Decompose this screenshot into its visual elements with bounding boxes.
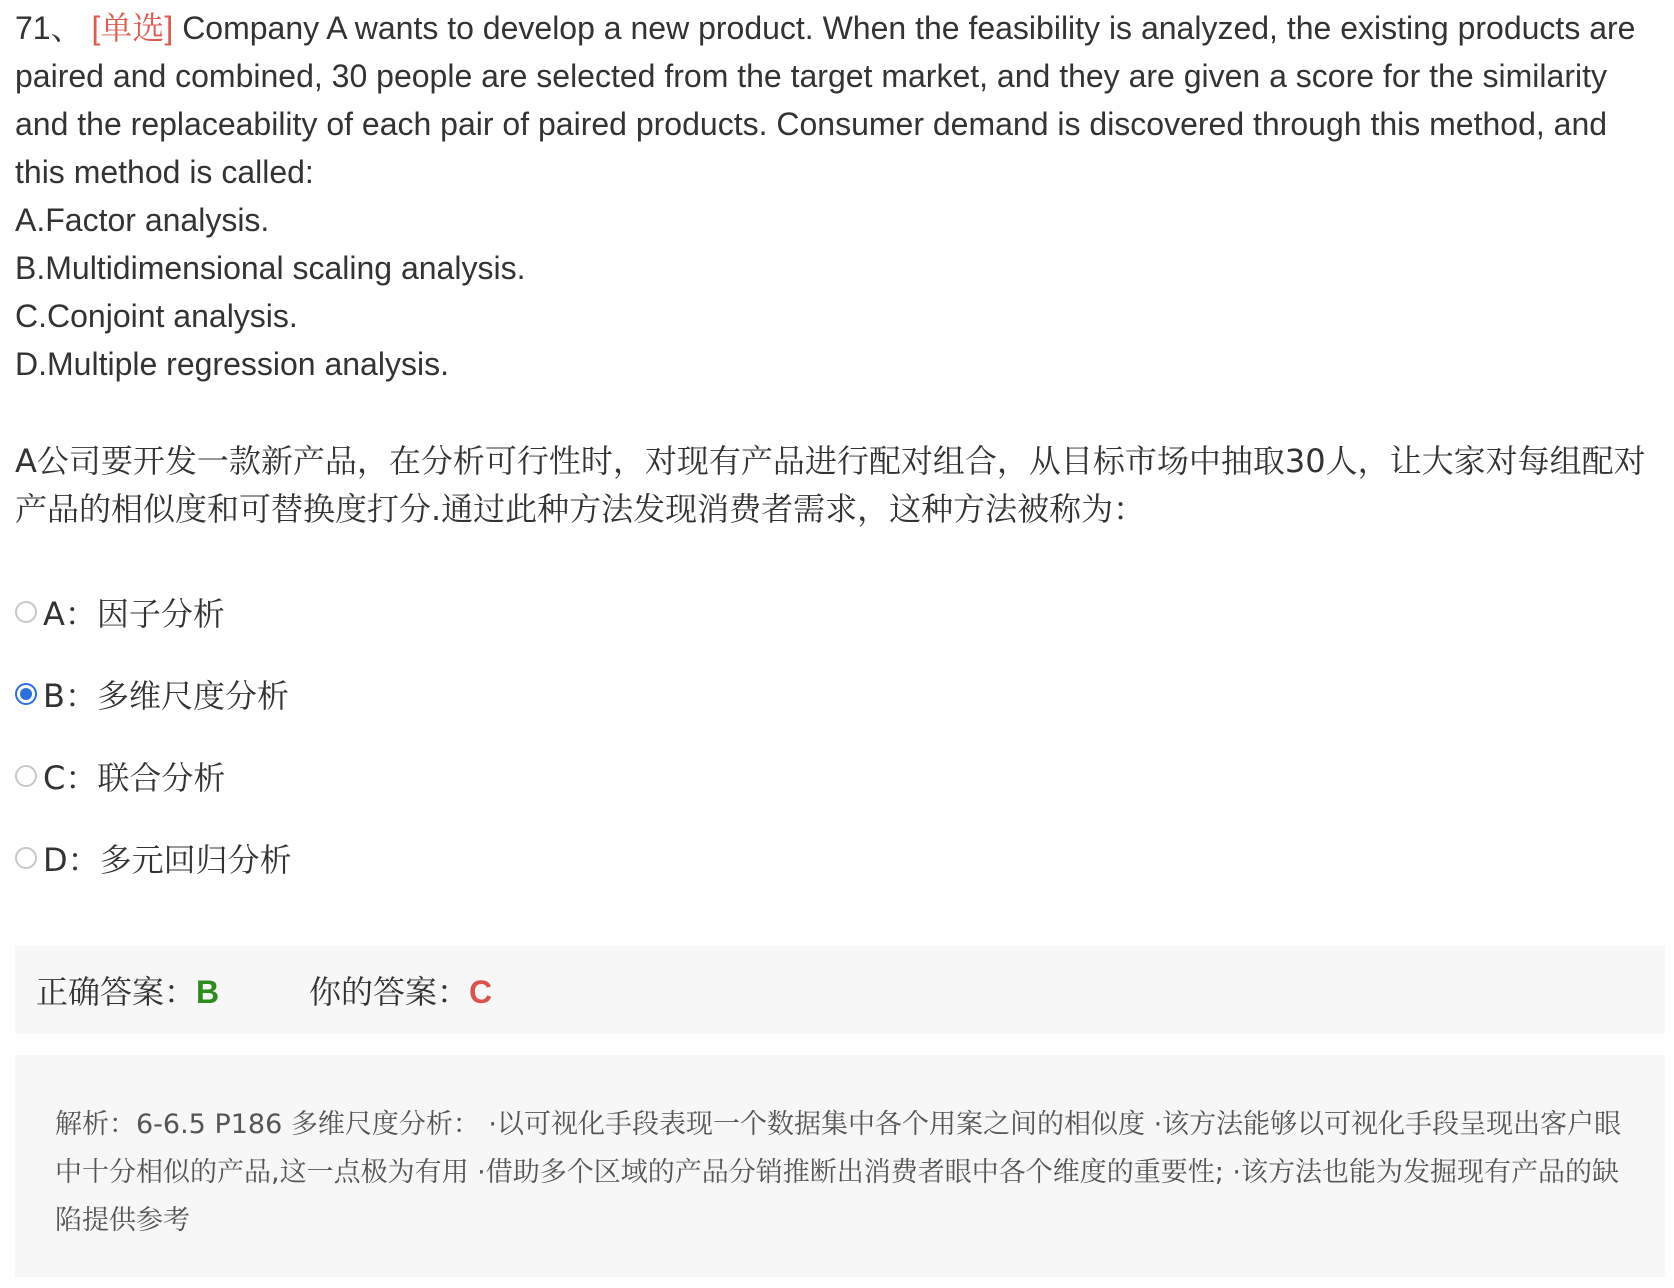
- choice-b[interactable]: [15, 670, 289, 718]
- choice-d[interactable]: [15, 834, 292, 882]
- choice-b-label: B：多维尺度分析: [43, 677, 289, 715]
- choice-d-label: D：多元回归分析: [43, 841, 292, 879]
- option-en-b: B.Multidimensional scaling analysis.: [15, 250, 526, 286]
- radio-b-selected[interactable]: [15, 683, 37, 705]
- option-en-a: A.Factor analysis.: [15, 202, 270, 238]
- choice-a[interactable]: [15, 588, 225, 636]
- question-english: [15, 4, 1665, 388]
- question-text-en: Company A wants to develop a new product. When the feasibility is analyzed, the existing products are paired and combined, 30 people are selected from the target market, and they are given a score for the similarity and the replaceability of each pair of paired products. Consumer demand is discovered through this method, and this method is called:: [15, 10, 1636, 190]
- analysis-panel: [15, 1055, 1665, 1277]
- question-number: 71、: [15, 10, 83, 46]
- option-en-d: D.Multiple regression analysis.: [15, 346, 449, 382]
- analysis-text: 解析：6-6.5 P186 多维尺度分析： ·以可视化手段表现一个数据集中各个用案之间的相似度 ·该方法能够以可视化手段呈现出客户眼中十分相似的产品,这一点极为有用 ·借助多个区域的产品分销推断出消费者眼中各个维度的重要性; ·该方法也能为发掘现有产品的缺陷提供参考: [55, 1109, 1622, 1236]
- choice-c-label: C：联合分析: [43, 759, 226, 797]
- question-type-tag: [单选]: [91, 10, 174, 46]
- radio-c[interactable]: [15, 765, 37, 787]
- correct-answer-value: B: [196, 974, 220, 1010]
- your-answer-label: 你的答案：: [309, 973, 470, 1011]
- radio-a[interactable]: [15, 601, 37, 623]
- your-answer: [309, 967, 492, 1013]
- correct-answer: [36, 967, 219, 1013]
- your-answer-value: C: [469, 974, 493, 1010]
- correct-answer-label: 正确答案：: [36, 973, 197, 1011]
- choice-a-label: A：因子分析: [43, 595, 225, 633]
- option-en-c: C.Conjoint analysis.: [15, 298, 298, 334]
- answer-bar: [15, 946, 1665, 1034]
- question-text-cn: A公司要开发一款新产品，在分析可行性时，对现有产品进行配对组合，从目标市场中抽取30人，让大家对每组配对产品的相似度和可替换度打分.通过此种方法发现消费者需求，这种方法被称为：: [15, 442, 1646, 528]
- choice-c[interactable]: [15, 752, 225, 800]
- radio-d[interactable]: [15, 847, 37, 869]
